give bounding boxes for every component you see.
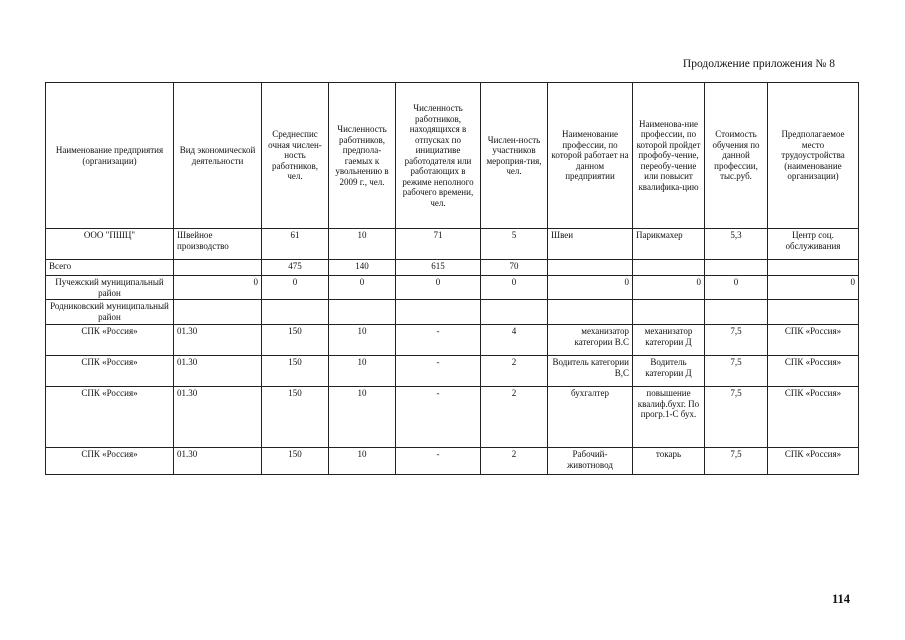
cell-current-profession: Водитель категории В,С [548,356,633,387]
cell-part-time: 71 [396,229,481,260]
cell-training-profession: токарь [633,448,705,475]
cell-planned-dismissals: 10 [329,448,396,475]
cell-enterprise: ООО "ПШЦ" [46,229,174,260]
cell-enterprise: Всего [46,260,174,276]
cell-enterprise: СПК «Россия» [46,356,174,387]
cell-current-profession: Рабочий-животновод [548,448,633,475]
cell-activity: 01.30 [174,325,262,356]
cell-placement: СПК «Россия» [768,387,859,448]
cell-participants: 2 [481,448,548,475]
cell-current-profession: механизатор категории В.С [548,325,633,356]
cell-training-profession: Водитель категории Д [633,356,705,387]
cell-current-profession [548,260,633,276]
cell-enterprise: Пучежский муниципальный район [46,276,174,300]
table-row [46,356,859,387]
cell-participants: 5 [481,229,548,260]
cell-avg-headcount: 150 [262,387,329,448]
table-row [46,325,859,356]
cell-current-profession: бухгалтер [548,387,633,448]
cell-participants: 70 [481,260,548,276]
cell-part-time: - [396,325,481,356]
cell-planned-dismissals: 10 [329,356,396,387]
cell-planned-dismissals: 10 [329,325,396,356]
cell-part-time [396,300,481,325]
cell-planned-dismissals: 10 [329,387,396,448]
cell-training-cost [705,260,768,276]
cell-current-profession: 0 [548,276,633,300]
cell-part-time: 615 [396,260,481,276]
cell-enterprise: СПК «Россия» [46,448,174,475]
cell-part-time: - [396,448,481,475]
cell-placement: Центр соц. обслуживания [768,229,859,260]
cell-current-profession [548,300,633,325]
header-planned-dismissals: Численность работников, предпола-гаемых к увольнению в 2009 г., чел. [329,83,396,229]
table-row [46,229,859,260]
header-row [46,83,859,229]
header-current-profession: Наименование профессии, по которой работает на данном предприятии [548,83,633,229]
cell-planned-dismissals [329,300,396,325]
cell-placement [768,260,859,276]
header-training-profession: Наименова-ние профессии, по которой пройдет профобу-чение, переобу-чение или повысит квалифика-цию [633,83,705,229]
cell-avg-headcount: 61 [262,229,329,260]
cell-planned-dismissals: 0 [329,276,396,300]
cell-avg-headcount: 475 [262,260,329,276]
header-training-cost: Стоимость обучения по данной профессии, тыс.руб. [705,83,768,229]
cell-enterprise: СПК «Россия» [46,325,174,356]
cell-training-cost: 7,5 [705,325,768,356]
table-row-total [46,260,859,276]
cell-placement: 0 [768,276,859,300]
cell-part-time: 0 [396,276,481,300]
cell-part-time: - [396,387,481,448]
cell-participants: 2 [481,356,548,387]
appendix-heading: Продолжение приложения № 8 [682,58,835,70]
cell-training-cost: 0 [705,276,768,300]
cell-current-profession: Швеи [548,229,633,260]
cell-training-cost [705,300,768,325]
cell-participants: 4 [481,325,548,356]
cell-placement: СПК «Россия» [768,448,859,475]
cell-avg-headcount: 150 [262,356,329,387]
cell-avg-headcount: 150 [262,325,329,356]
cell-training-cost: 7,5 [705,356,768,387]
header-enterprise: Наименование предприятия (организации) [46,83,174,229]
cell-participants: 2 [481,387,548,448]
cell-activity: Швейное производство [174,229,262,260]
cell-activity: 01.30 [174,356,262,387]
table-row-district [46,300,859,325]
cell-placement [768,300,859,325]
cell-enterprise: Родниковский муниципальный район [46,300,174,325]
cell-planned-dismissals: 10 [329,229,396,260]
cell-participants: 0 [481,276,548,300]
cell-enterprise: СПК «Россия» [46,387,174,448]
header-activity: Вид экономической деятельности [174,83,262,229]
cell-activity: 0 [174,276,262,300]
header-placement: Предполагаемое место трудоустройства (наименование организации) [768,83,859,229]
cell-activity: 01.30 [174,387,262,448]
cell-training-cost: 7,5 [705,387,768,448]
cell-activity [174,300,262,325]
cell-participants [481,300,548,325]
cell-training-profession [633,300,705,325]
cell-training-profession: Парикмахер [633,229,705,260]
cell-placement: СПК «Россия» [768,356,859,387]
cell-training-profession: 0 [633,276,705,300]
employment-table [45,82,859,475]
table-row [46,448,859,475]
cell-training-profession: механизатор категории Д [633,325,705,356]
header-part-time: Численность работников, находящихся в отпусках по инициативе работодателя или работающих в режиме неполного рабочего времени, чел. [396,83,481,229]
table-row-district [46,276,859,300]
cell-part-time: - [396,356,481,387]
page-number: 114 [831,592,850,606]
header-avg-headcount: Среднеспис очная числен-ность работников, чел. [262,83,329,229]
cell-training-cost: 7,5 [705,448,768,475]
cell-planned-dismissals: 140 [329,260,396,276]
header-participants: Числен-ность участников мероприя-тия, чел. [481,83,548,229]
cell-avg-headcount [262,300,329,325]
table-row [46,387,859,448]
cell-activity: 01.30 [174,448,262,475]
cell-activity [174,260,262,276]
cell-avg-headcount: 0 [262,276,329,300]
cell-training-profession [633,260,705,276]
cell-avg-headcount: 150 [262,448,329,475]
cell-training-cost: 5,3 [705,229,768,260]
cell-training-profession: повышение квалиф.бухг. По прогр.1-С бух. [633,387,705,448]
cell-placement: СПК «Россия» [768,325,859,356]
